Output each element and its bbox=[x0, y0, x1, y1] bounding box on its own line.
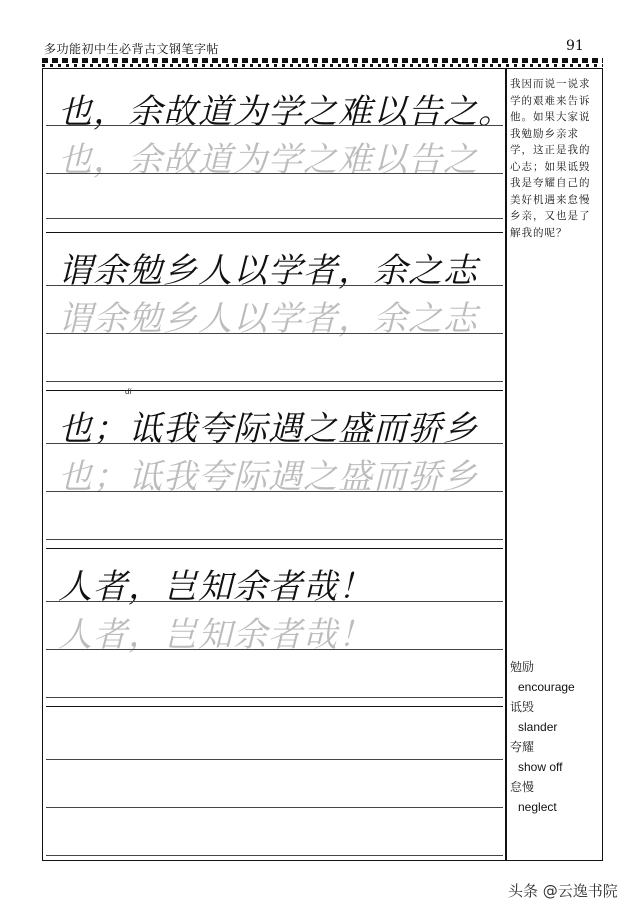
trace-line: 谓余勉乡人以学者，余之志 bbox=[58, 299, 478, 339]
ruled-line bbox=[46, 218, 503, 219]
page-number: 91 bbox=[566, 38, 584, 54]
vocab-translation: neglect bbox=[518, 800, 557, 814]
ruled-line bbox=[46, 125, 503, 126]
practice-block-4 bbox=[46, 548, 503, 698]
ruled-line bbox=[46, 443, 503, 444]
translation-note: 我因而说一说求学的艰难来告诉他。如果大家说我勉励乡亲求学，这正是我的心志；如果诋毁我是夸耀自己的美好机遇来怠慢乡亲，又也是了解我的呢？ bbox=[510, 78, 591, 239]
ruled-line bbox=[46, 601, 503, 602]
watermark: 头条 @云逸书院 bbox=[508, 882, 618, 900]
ruled-line bbox=[46, 173, 503, 174]
practice-block-5 bbox=[46, 706, 503, 856]
practice-block-1 bbox=[46, 70, 513, 220]
model-line: 谓余勉乡人以学者，余之志 bbox=[58, 251, 478, 291]
model-line: 也；诋我夸际遇之盛而骄乡 bbox=[58, 409, 478, 449]
column-divider bbox=[505, 68, 507, 861]
trace-line: 也；诋我夸际遇之盛而骄乡 bbox=[58, 457, 478, 497]
vocab-term: 勉励 bbox=[510, 660, 535, 674]
header-title: 多功能初中生必背古文钢笔字帖 bbox=[44, 42, 220, 56]
vocab-term: 怠慢 bbox=[510, 780, 535, 794]
ruled-line bbox=[46, 855, 503, 856]
practice-block-3 bbox=[46, 390, 503, 540]
vocab-term: 夸耀 bbox=[510, 740, 535, 754]
ruled-line bbox=[46, 807, 503, 808]
pinyin-annotation: dǐ bbox=[125, 388, 132, 396]
vocab-translation: slander bbox=[518, 720, 558, 734]
ruled-line bbox=[46, 649, 503, 650]
ruled-line bbox=[46, 759, 503, 760]
trace-line: 人者，岂知余者哉！ bbox=[58, 615, 373, 655]
model-line: 也，余故道为学之难以告之。 bbox=[58, 92, 513, 132]
ruled-line bbox=[46, 381, 503, 382]
ruled-line bbox=[46, 491, 503, 492]
ruled-line bbox=[46, 285, 503, 286]
vocab-translation: show off bbox=[518, 760, 563, 774]
trace-line: 也，余故道为学之难以告之 bbox=[58, 140, 478, 180]
vocab-translation: encourage bbox=[518, 680, 575, 694]
decorative-dashed-border bbox=[42, 58, 603, 63]
ruled-line bbox=[46, 697, 503, 698]
decorative-dashed-border-inner bbox=[42, 64, 603, 67]
vocab-term: 诋毁 bbox=[510, 700, 535, 714]
model-line: 人者，岂知余者哉！ bbox=[58, 567, 373, 607]
ruled-line bbox=[46, 333, 503, 334]
vocabulary-list bbox=[510, 654, 575, 817]
practice-block-2 bbox=[46, 232, 503, 382]
ruled-line bbox=[46, 539, 503, 540]
